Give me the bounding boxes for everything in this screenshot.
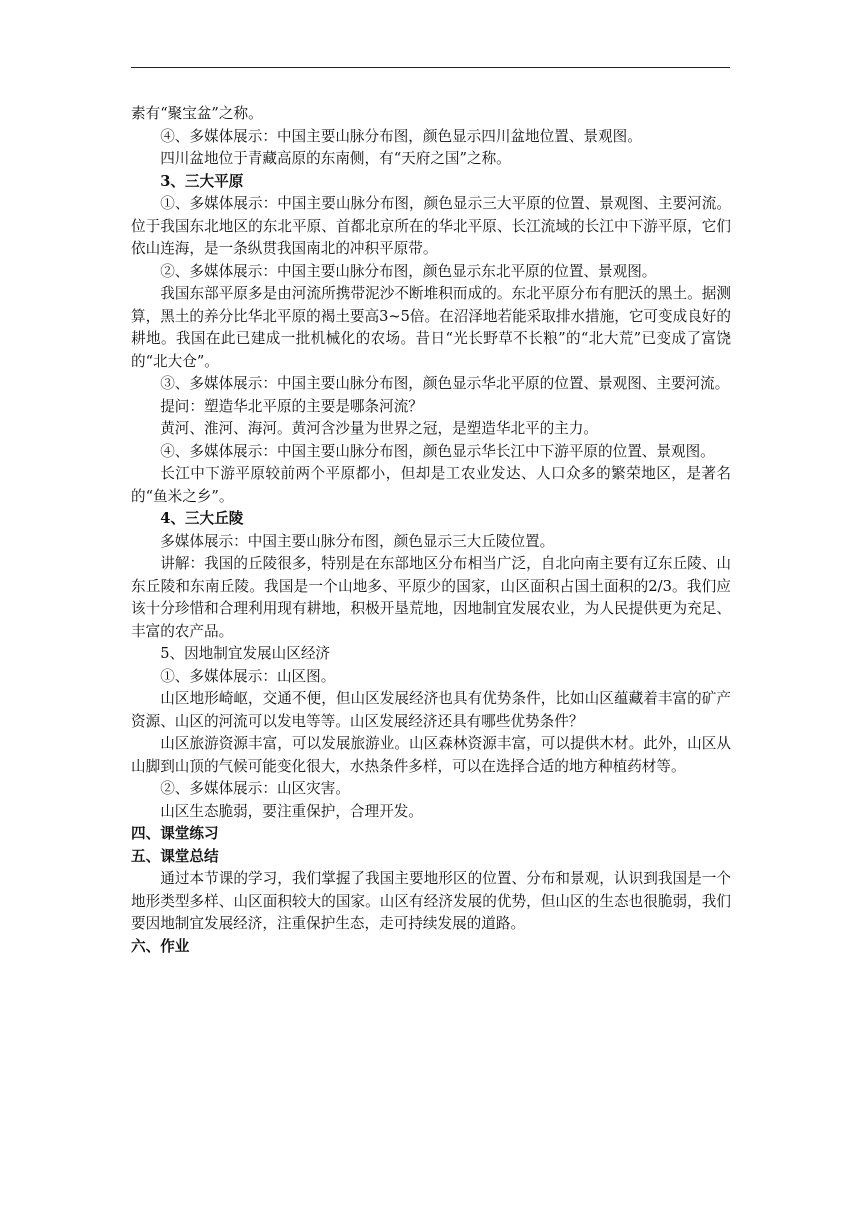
header-rule [131, 67, 730, 68]
section-heading: 5、因地制宜发展山区经济 [160, 645, 331, 662]
paragraph: ①、多媒体展示：山区图。 [160, 667, 336, 685]
section-heading: 六、作业 [131, 937, 190, 955]
paragraph: 提问：塑造华北平原的主要是哪条河流？ [160, 397, 423, 415]
paragraph: ④、多媒体展示：中国主要山脉分布图，颜色显示华长江中下游平原的位置、景观图。 [160, 442, 715, 460]
paragraph: ②、多媒体展示：山区灾害。 [160, 780, 350, 797]
section-heading: 四、课堂练习 [131, 825, 219, 842]
paragraph: ①、多媒体展示：中国主要山脉分布图，颜色显示三大平原的位置、景观图、主要河流。位于我国东北地区的东北平原、首都北京所在的华北平原、长江流域的长江中下游平原，它们依山连海，是一条纵贯我国南北的冲积平原带。 [131, 195, 731, 257]
paragraph: ②、多媒体展示：中国主要山脉分布图，颜色显示东北平原的位置、景观图。 [160, 262, 657, 280]
section-heading: 五、课堂总结 [131, 847, 219, 865]
paragraph: 通过本节课的学习，我们掌握了我国主要地形区的位置、分布和景观，认识到我国是一个地形类型多样、山区面积较大的国家。山区有经济发展的优势，但山区的生态也很脆弱，我们要因地制宜发展经济，注重保护生态，走可持续发展的道路。 [131, 870, 731, 932]
paragraph: 四川盆地位于青藏高原的东南侧，有“天府之国”之称。 [160, 150, 511, 167]
paragraph: 山区地形崎岖，交通不便，但山区发展经济也具有优势条件，比如山区蕴藏着丰富的矿产资源、山区的河流可以发电等等。山区发展经济还具有哪些优势条件？ [131, 690, 731, 730]
section-heading: 3、三大平原 [160, 172, 244, 190]
paragraph: ③、多媒体展示：中国主要山脉分布图，颜色显示华北平原的位置、景观图、主要河流。 [160, 375, 730, 392]
paragraph: 多媒体展示：中国主要山脉分布图，颜色显示三大丘陵位置。 [160, 532, 555, 550]
document-body [131, 103, 731, 958]
paragraph: 素有“聚宝盆”之称。 [131, 105, 263, 122]
paragraph: ④、多媒体展示：中国主要山脉分布图，颜色显示四川盆地位置、景观图。 [160, 127, 642, 145]
section-heading: 4、三大丘陵 [160, 510, 244, 527]
paragraph: 我国东部平原多是由河流所携带泥沙不断堆积而成的。东北平原分布有肥沃的黑土。据测算，黑土的养分比华北平原的褐土要高3~5倍。在沼泽地若能采取排水措施，它可变成良好的耕地。我国在此已建成一批机械化的农场。昔日“光长野草不长粮”的“北大荒”已变成了富饶的“北大仓”。 [131, 285, 731, 370]
paragraph: 黄河、淮河、海河。黄河含沙量为世界之冠，是塑造华北平的主力。 [160, 420, 599, 437]
paragraph: 山区旅游资源丰富，可以发展旅游业。山区森林资源丰富，可以提供木材。此外，山区从山脚到山顶的气候可能变化很大，水热条件多样，可以在选择合适的地方种植药材等。 [131, 735, 731, 775]
paragraph: 长江中下游平原较前两个平原都小，但却是工农业发达、人口众多的繁荣地区，是著名的“鱼米之乡”。 [131, 465, 731, 505]
paragraph: 山区生态脆弱，要注重保护，合理开发。 [160, 802, 423, 820]
paragraph: 讲解：我国的丘陵很多，特别是在东部地区分布相当广泛，自北向南主要有辽东丘陵、山东丘陵和东南丘陵。我国是一个山地多、平原少的国家，山区面积占国土面积的2/3。我们应该十分珍惜和合理利用现有耕地，积极开垦荒地，因地制宜发展农业，为人民提供更为充足、丰富的农产品。 [131, 555, 731, 640]
